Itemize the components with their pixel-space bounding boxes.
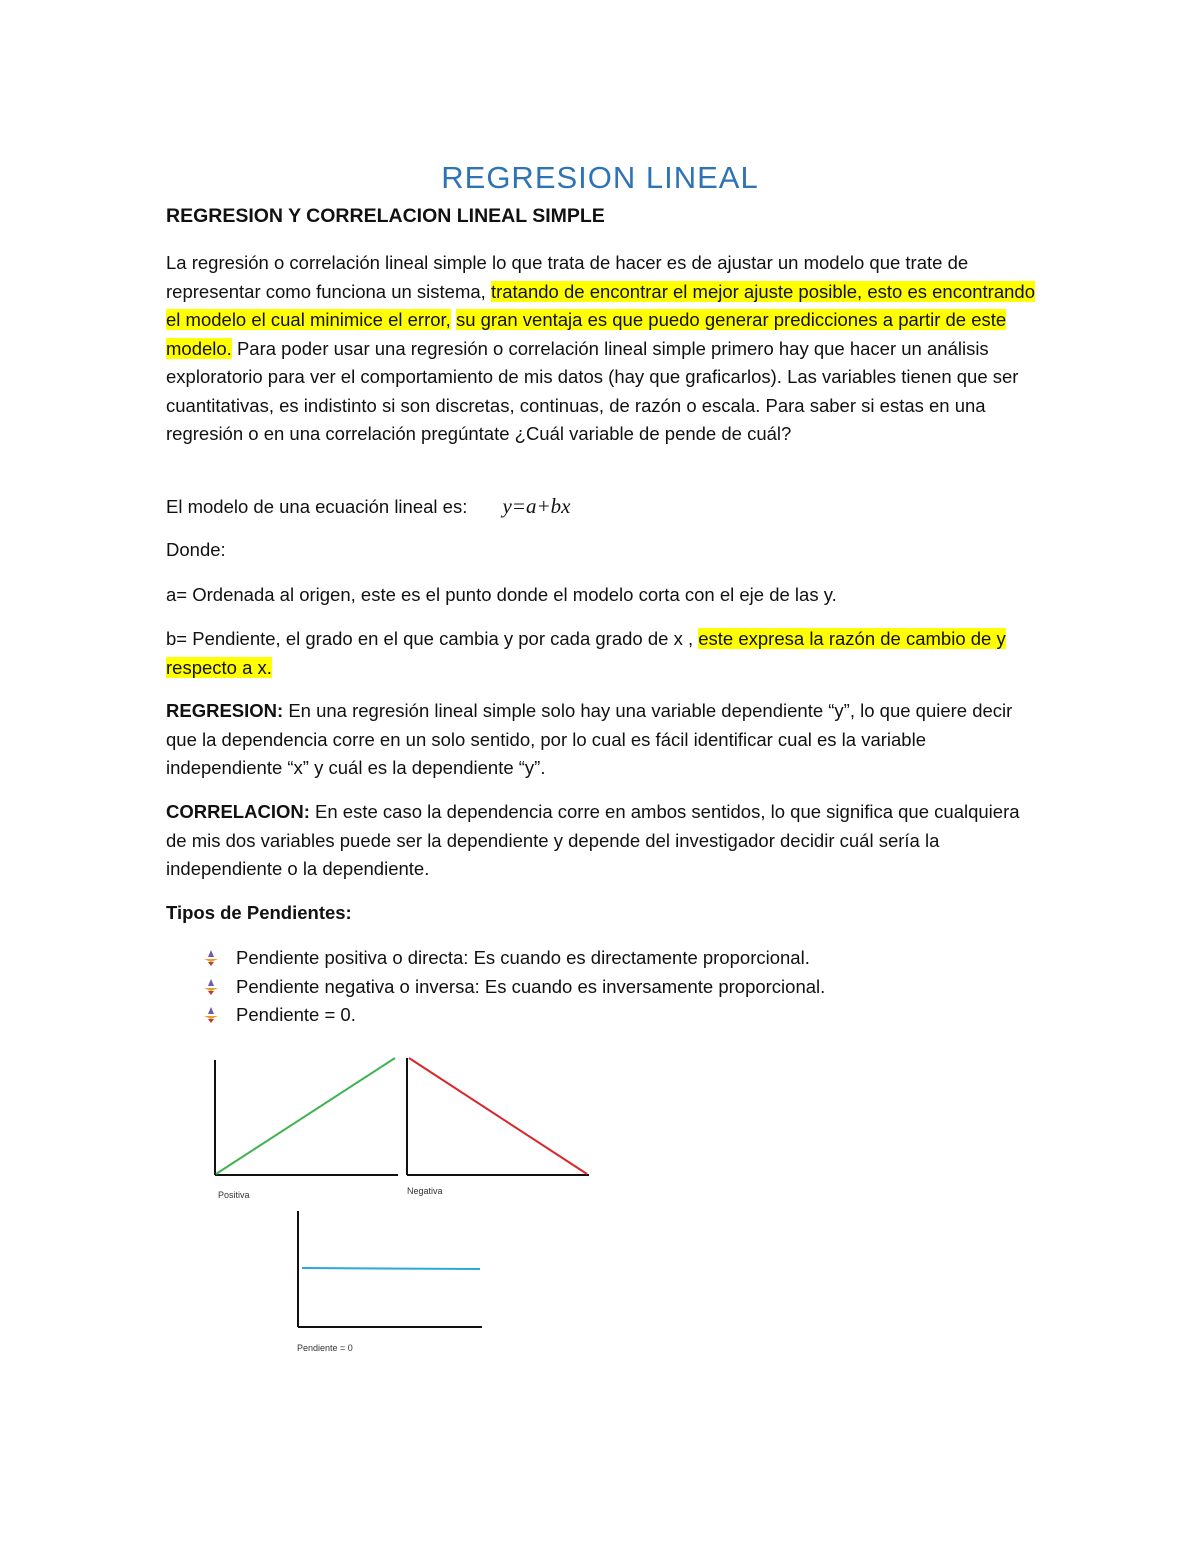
arrow-bullet-icon [202, 978, 220, 996]
definition-b [166, 625, 1041, 682]
correlacion-text: En este caso la dependencia corre en ambos sentidos, lo que significa que cualquiera de mis dos variables puede ser la dependiente y depende del investigador decidir cuál sería la independiente o la dependiente. [166, 801, 1020, 879]
list-item [166, 973, 825, 1002]
definition-a: a= Ordenada al origen, este es el punto donde el modelo corta con el eje de las y. [166, 584, 837, 605]
donde-label: Donde: [166, 539, 226, 560]
list-item-label: Pendiente = 0. [236, 1004, 356, 1025]
negative-slope-line [409, 1058, 587, 1174]
regresion-text: En una regresión lineal simple solo hay una variable dependiente “y”, lo que quiere decir que la dependencia corre en un solo sentido, por lo cual es fácil identificar cual es la variable independiente “x” y cuál es la dependiente “y”. [166, 700, 1013, 778]
negative-caption: Negativa [407, 1186, 443, 1196]
tipos-list [166, 944, 825, 1030]
list-item-label: Pendiente positiva o directa: Es cuando es directamente proporcional. [236, 947, 810, 968]
arrow-bullet-icon [202, 949, 220, 967]
intro-highlight-2: su gran ventaja es que puedo generar predicciones a partir de este modelo. [166, 309, 1007, 359]
list-item [166, 944, 825, 973]
intro-text-2: Para poder usar una regresión o correlación lineal simple primero hay que hacer un análisis exploratorio para ver el comportamiento de mis datos (hay que graficarlos). Las variables tienen que ser cuantitativas, es indistinto si son discretas, continuas, de razón o escala. Para saber si estas en una regresión o en una correlación pregúntate ¿Cuál variable de pende de cuál? [166, 337, 1019, 444]
zero-caption: Pendiente = 0 [297, 1343, 353, 1353]
definition-b-text: b= Pendiente, el grado en el que cambia y por cada grado de x , [166, 628, 694, 649]
regresion-label: REGRESION: [166, 700, 284, 721]
model-line [166, 492, 1041, 522]
model-equation: y=a+bx [502, 494, 571, 518]
positive-slope-graph [210, 1055, 400, 1180]
section-heading: REGRESION Y CORRELACION LINEAL SIMPLE [166, 205, 605, 227]
intro-highlight-1: tratando de encontrar el mejor ajuste posible, esto es encontrando el modelo el cual minimice el error, [166, 280, 1035, 330]
zero-slope-graph [294, 1208, 486, 1333]
page-title: REGRESION LINEAL [441, 160, 759, 195]
model-label: El modelo de una ecuación lineal es: [166, 496, 468, 517]
arrow-bullet-icon [202, 1006, 220, 1024]
regresion-paragraph [166, 697, 1041, 783]
positive-caption: Positiva [218, 1190, 250, 1200]
tipos-heading: Tipos de Pendientes: [166, 902, 352, 923]
definition-b-highlight: este expresa la razón de cambio de y respecto a x. [166, 628, 1006, 678]
intro-paragraph [166, 249, 1041, 449]
list-item-label: Pendiente negativa o inversa: Es cuando es inversamente proporcional. [236, 975, 826, 997]
correlacion-label: CORRELACION: [166, 801, 310, 822]
list-item [166, 1001, 825, 1030]
correlacion-paragraph [166, 798, 1041, 884]
negative-slope-graph [403, 1055, 593, 1180]
positive-slope-line [216, 1058, 395, 1174]
zero-slope-line [302, 1268, 480, 1269]
intro-text-1: La regresión o correlación lineal simple lo que trata de hacer es de ajustar un modelo que trate de representar como funciona un sistema, [166, 252, 969, 302]
